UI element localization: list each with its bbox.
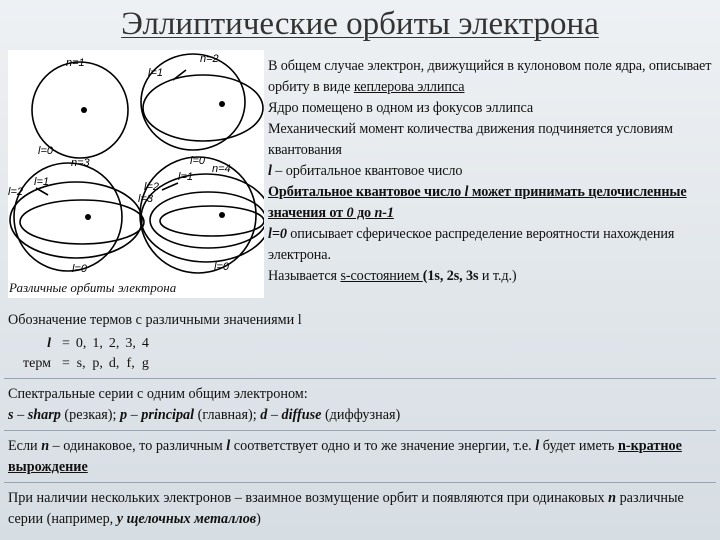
kepler-ellipse-text: кеплерова эллипса xyxy=(353,79,465,95)
degeneracy-text xyxy=(8,436,714,478)
terms-table xyxy=(20,334,152,374)
terms-cell: p, xyxy=(92,356,103,371)
label-n2: n=2 xyxy=(200,53,219,65)
label-l0-n3: l=0 xyxy=(72,263,87,275)
text-p5-f: n-1 xyxy=(374,205,394,221)
deg-l: l xyxy=(226,438,231,454)
text-p7 xyxy=(268,266,718,287)
nucleus-n1 xyxy=(81,107,87,113)
terms-row-term xyxy=(20,354,152,374)
series-list xyxy=(8,405,714,426)
series-s-name: sharp xyxy=(27,407,61,423)
dash: – xyxy=(127,407,142,423)
figure-caption: Различные орбиты электрона xyxy=(9,280,177,295)
series-s: s xyxy=(8,407,14,423)
alkali-metals: у щелочных металлов xyxy=(116,511,257,527)
text-p5-e: до xyxy=(353,205,375,221)
text-p5-c: может принимать целочисленные значения от xyxy=(268,184,687,221)
label-l0-n1: l=0 xyxy=(38,145,53,157)
text-p3: Механический момент количества движения подчиняется условиям квантования xyxy=(268,121,673,158)
text-p2: Ядро помещено в одном из фокусов эллипса xyxy=(268,100,534,116)
terms-cell: l xyxy=(47,336,51,351)
right-text-block xyxy=(268,56,718,287)
text-p6-b: описывает сферическое распределение вероятности нахождения электрона. xyxy=(268,226,675,263)
deg-a: Если xyxy=(8,438,42,454)
deg-n: n xyxy=(41,438,50,454)
orbit-n4-ellipse-l2 xyxy=(150,192,264,248)
text-p1-a: В общем случае электрон, движущийся в кулоновом поле ядра, описывает орбиту в виде xyxy=(268,58,712,95)
text-p5 xyxy=(268,182,718,224)
divider xyxy=(4,482,716,483)
text-p1 xyxy=(268,56,718,98)
terms-cell: терм xyxy=(23,356,51,371)
dash: – xyxy=(267,407,282,423)
nucleus-n4 xyxy=(219,212,225,218)
l-symbol: l xyxy=(268,163,272,179)
deg-c: соответствует одно и то же значение энергии, т.е. xyxy=(230,438,536,454)
series-d: d xyxy=(260,407,268,423)
text-p7-c: (1s, 2s, 3s xyxy=(422,268,479,284)
multi-electron-text xyxy=(8,488,714,530)
orbit-n4-ellipse-l3 xyxy=(160,206,264,236)
text-p4-b: – орбитальное квантовое число xyxy=(271,163,463,179)
label-n3: n=3 xyxy=(71,157,90,169)
label-l1-n4: l=1 xyxy=(178,171,193,183)
series-d-name: diffuse xyxy=(281,407,322,423)
text-p7-d: и т.д.) xyxy=(478,268,517,284)
multi-n: n xyxy=(608,490,617,506)
multi-b: различные серии (например, xyxy=(8,490,684,527)
text-p6 xyxy=(268,224,718,266)
deg-d: будет иметь xyxy=(539,438,618,454)
dash: – xyxy=(13,407,28,423)
series-d-ru: (диффузная) xyxy=(321,407,401,423)
terms-heading: Обозначение термов с различными значениями l xyxy=(8,312,302,328)
series-s-ru: (резкая); xyxy=(60,407,120,423)
terms-cell: g xyxy=(141,356,149,371)
terms-cell: f, xyxy=(126,356,135,371)
multi-d: ) xyxy=(256,511,261,527)
label-n1: n=1 xyxy=(66,57,85,69)
spectral-series xyxy=(8,384,714,426)
orbits-diagram xyxy=(8,50,264,298)
label-l1-n2: l=1 xyxy=(148,67,163,79)
text-p6-a: l=0 xyxy=(268,226,287,242)
terms-row-l xyxy=(20,334,152,354)
terms-cell: 3, xyxy=(125,336,136,351)
terms-cell: = xyxy=(61,336,70,351)
label-l0-n4: l=0 xyxy=(214,261,229,273)
nucleus-n3 xyxy=(85,214,91,220)
s-state-text: s-состоянием xyxy=(340,268,423,284)
label-l0-n2: l=0 xyxy=(190,155,205,167)
terms-cell: 0, xyxy=(75,336,87,351)
deg-b: – одинаковое, то различным xyxy=(49,438,227,454)
multi-a: При наличии нескольких электронов – взаимное возмущение орбит и появляются при одинаковых xyxy=(8,490,609,506)
terms-cell: 2, xyxy=(108,336,120,351)
text-p7-a: Называется xyxy=(268,268,341,284)
terms-cell: d, xyxy=(108,356,120,371)
orbit-n1-circle xyxy=(32,62,128,158)
divider xyxy=(4,430,716,431)
terms-cell: = xyxy=(61,356,70,371)
label-n4: n=4 xyxy=(212,163,231,175)
orbits-figure xyxy=(8,50,264,298)
label-l2-n4: l=2 xyxy=(144,181,159,193)
label-l1-n3: l=1 xyxy=(34,176,49,188)
text-p4 xyxy=(268,161,718,182)
terms-cell: 1, xyxy=(92,336,103,351)
text-p5-a: Орбитальное квантовое число xyxy=(268,184,465,200)
label-l3-n4: l=3 xyxy=(138,193,153,205)
series-intro: Спектральные серии с одним общим электроном: xyxy=(8,386,308,402)
terms-cell: 4 xyxy=(141,336,149,351)
series-p: p xyxy=(120,407,128,423)
series-p-name: principal xyxy=(141,407,195,423)
terms-cell: s, xyxy=(76,356,86,371)
deg-l2: l xyxy=(535,438,540,454)
orbit-n3-ellipse-l2 xyxy=(20,200,144,244)
label-l2-n3: l=2 xyxy=(8,186,23,198)
text-p5-d: 0 xyxy=(346,205,354,221)
series-p-ru: (главная); xyxy=(194,407,261,423)
nucleus-n2 xyxy=(219,101,225,107)
n-fold-degeneracy: n-кратное вырождение xyxy=(8,438,682,475)
text-p5-b: l xyxy=(464,184,469,200)
divider xyxy=(4,378,716,379)
slide-title: Эллиптические орбиты электрона xyxy=(121,6,599,42)
